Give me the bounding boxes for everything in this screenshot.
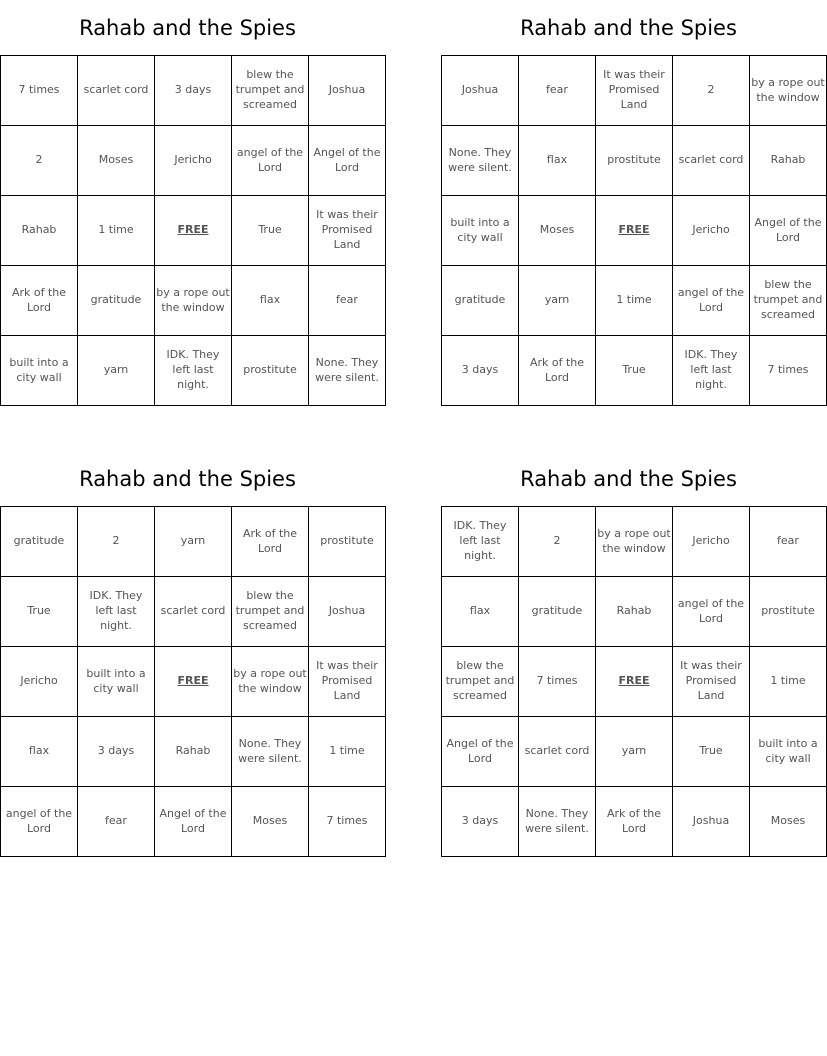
card-title: Rahab and the Spies	[520, 16, 737, 40]
bingo-cell: by a rope out the window	[232, 647, 309, 717]
bingo-cell: Jericho	[155, 126, 232, 196]
bingo-cell: 3 days	[442, 787, 519, 857]
bingo-cell: by a rope out the window	[155, 266, 232, 336]
bingo-cell: by a rope out the window	[596, 507, 673, 577]
bingo-cell: yarn	[519, 266, 596, 336]
bingo-row	[442, 336, 827, 406]
bingo-cell: flax	[1, 717, 78, 787]
bingo-row	[442, 266, 827, 336]
bingo-cell: scarlet cord	[155, 577, 232, 647]
bingo-cell: Moses	[78, 126, 155, 196]
bingo-cell: blew the trumpet and screamed	[232, 577, 309, 647]
bingo-cell: blew the trumpet and screamed	[232, 56, 309, 126]
bingo-row	[442, 577, 827, 647]
bingo-cell: built into a city wall	[442, 196, 519, 266]
bingo-cell: flax	[519, 126, 596, 196]
bingo-cell: built into a city wall	[78, 647, 155, 717]
bingo-cell: It was their Promised Land	[309, 196, 386, 266]
bingo-cell: 1 time	[78, 196, 155, 266]
bingo-cell: Angel of the Lord	[155, 787, 232, 857]
free-space: FREE	[155, 647, 232, 717]
bingo-row	[1, 56, 386, 126]
bingo-cell: by a rope out the window	[750, 56, 827, 126]
bingo-row	[442, 196, 827, 266]
bingo-cell: prostitute	[232, 336, 309, 406]
bingo-grid	[441, 506, 827, 857]
bingo-cell: IDK. They left last night.	[78, 577, 155, 647]
bingo-row	[1, 126, 386, 196]
bingo-row	[1, 647, 386, 717]
bingo-cell: gratitude	[1, 507, 78, 577]
bingo-cell: scarlet cord	[673, 126, 750, 196]
bingo-cell: 7 times	[750, 336, 827, 406]
bingo-row	[442, 56, 827, 126]
bingo-cell: Rahab	[155, 717, 232, 787]
bingo-cell: IDK. They left last night.	[442, 507, 519, 577]
card-title: Rahab and the Spies	[79, 467, 296, 491]
bingo-cell: Moses	[232, 787, 309, 857]
bingo-cell: built into a city wall	[1, 336, 78, 406]
bingo-cell: gratitude	[519, 577, 596, 647]
bingo-row	[442, 507, 827, 577]
bingo-cell: It was their Promised Land	[596, 56, 673, 126]
bingo-row	[1, 336, 386, 406]
bingo-cell: 2	[673, 56, 750, 126]
bingo-cell: Moses	[750, 787, 827, 857]
bingo-cell: None. They were silent.	[442, 126, 519, 196]
bingo-cell: IDK. They left last night.	[155, 336, 232, 406]
bingo-card-2	[441, 0, 825, 406]
bingo-cell: yarn	[155, 507, 232, 577]
bingo-cell: Joshua	[309, 577, 386, 647]
card-title: Rahab and the Spies	[520, 467, 737, 491]
bingo-cell: angel of the Lord	[673, 577, 750, 647]
bingo-cell: gratitude	[78, 266, 155, 336]
bingo-card-4	[441, 451, 816, 857]
bingo-cell: 3 days	[155, 56, 232, 126]
bingo-cell: prostitute	[309, 507, 386, 577]
bingo-cell: angel of the Lord	[232, 126, 309, 196]
bingo-cell: True	[232, 196, 309, 266]
bingo-cell: Rahab	[596, 577, 673, 647]
bingo-cell: 7 times	[309, 787, 386, 857]
bingo-cell: gratitude	[442, 266, 519, 336]
bingo-row	[442, 787, 827, 857]
free-space: FREE	[155, 196, 232, 266]
bingo-card-3	[0, 451, 378, 857]
bingo-cell: scarlet cord	[78, 56, 155, 126]
bingo-cell: Ark of the Lord	[1, 266, 78, 336]
bingo-cell: scarlet cord	[519, 717, 596, 787]
bingo-cell: prostitute	[596, 126, 673, 196]
bingo-cell: 2	[519, 507, 596, 577]
bingo-row	[1, 507, 386, 577]
bingo-cell: Jericho	[1, 647, 78, 717]
bingo-cell: yarn	[78, 336, 155, 406]
bingo-cell: None. They were silent.	[309, 336, 386, 406]
bingo-cell: 3 days	[442, 336, 519, 406]
bingo-row	[1, 717, 386, 787]
bingo-row	[1, 577, 386, 647]
bingo-cell: Rahab	[1, 196, 78, 266]
bingo-grid	[0, 506, 386, 857]
bingo-cell: 1 time	[750, 647, 827, 717]
bingo-cell: IDK. They left last night.	[673, 336, 750, 406]
bingo-cell: 7 times	[519, 647, 596, 717]
bingo-cell: 2	[1, 126, 78, 196]
bingo-row	[1, 787, 386, 857]
bingo-cell: 2	[78, 507, 155, 577]
card-title: Rahab and the Spies	[79, 16, 296, 40]
free-space: FREE	[596, 196, 673, 266]
bingo-card-1	[0, 0, 381, 406]
bingo-cell: True	[596, 336, 673, 406]
bingo-row	[1, 196, 386, 266]
bingo-cell: Angel of the Lord	[309, 126, 386, 196]
bingo-cell: angel of the Lord	[673, 266, 750, 336]
bingo-cell: Ark of the Lord	[232, 507, 309, 577]
bingo-cell: Joshua	[442, 56, 519, 126]
bingo-cell: 7 times	[1, 56, 78, 126]
bingo-cell: prostitute	[750, 577, 827, 647]
free-space: FREE	[596, 647, 673, 717]
bingo-cell: Moses	[519, 196, 596, 266]
bingo-cell: Joshua	[309, 56, 386, 126]
bingo-row	[442, 126, 827, 196]
bingo-cell: None. They were silent.	[232, 717, 309, 787]
bingo-cell: 1 time	[596, 266, 673, 336]
bingo-cell: Rahab	[750, 126, 827, 196]
bingo-row	[442, 717, 827, 787]
bingo-cell: flax	[232, 266, 309, 336]
bingo-cell: Jericho	[673, 507, 750, 577]
bingo-cell: fear	[750, 507, 827, 577]
bingo-cell: It was their Promised Land	[309, 647, 386, 717]
bingo-cell: fear	[309, 266, 386, 336]
bingo-cell: fear	[78, 787, 155, 857]
bingo-cell: built into a city wall	[750, 717, 827, 787]
bingo-cell: fear	[519, 56, 596, 126]
bingo-grid	[0, 55, 386, 406]
bingo-cell: None. They were silent.	[519, 787, 596, 857]
bingo-row	[442, 647, 827, 717]
bingo-grid	[441, 55, 827, 406]
bingo-cell: 1 time	[309, 717, 386, 787]
bingo-cell: Angel of the Lord	[442, 717, 519, 787]
bingo-cell: blew the trumpet and screamed	[442, 647, 519, 717]
bingo-cell: flax	[442, 577, 519, 647]
bingo-cell: Jericho	[673, 196, 750, 266]
bingo-cell: Angel of the Lord	[750, 196, 827, 266]
bingo-cell: It was their Promised Land	[673, 647, 750, 717]
bingo-cell: yarn	[596, 717, 673, 787]
bingo-cell: Joshua	[673, 787, 750, 857]
bingo-row	[1, 266, 386, 336]
bingo-cell: 3 days	[78, 717, 155, 787]
bingo-cell: blew the trumpet and screamed	[750, 266, 827, 336]
bingo-cell: angel of the Lord	[1, 787, 78, 857]
bingo-cell: True	[1, 577, 78, 647]
bingo-cell: Ark of the Lord	[596, 787, 673, 857]
bingo-cell: True	[673, 717, 750, 787]
bingo-cell: Ark of the Lord	[519, 336, 596, 406]
